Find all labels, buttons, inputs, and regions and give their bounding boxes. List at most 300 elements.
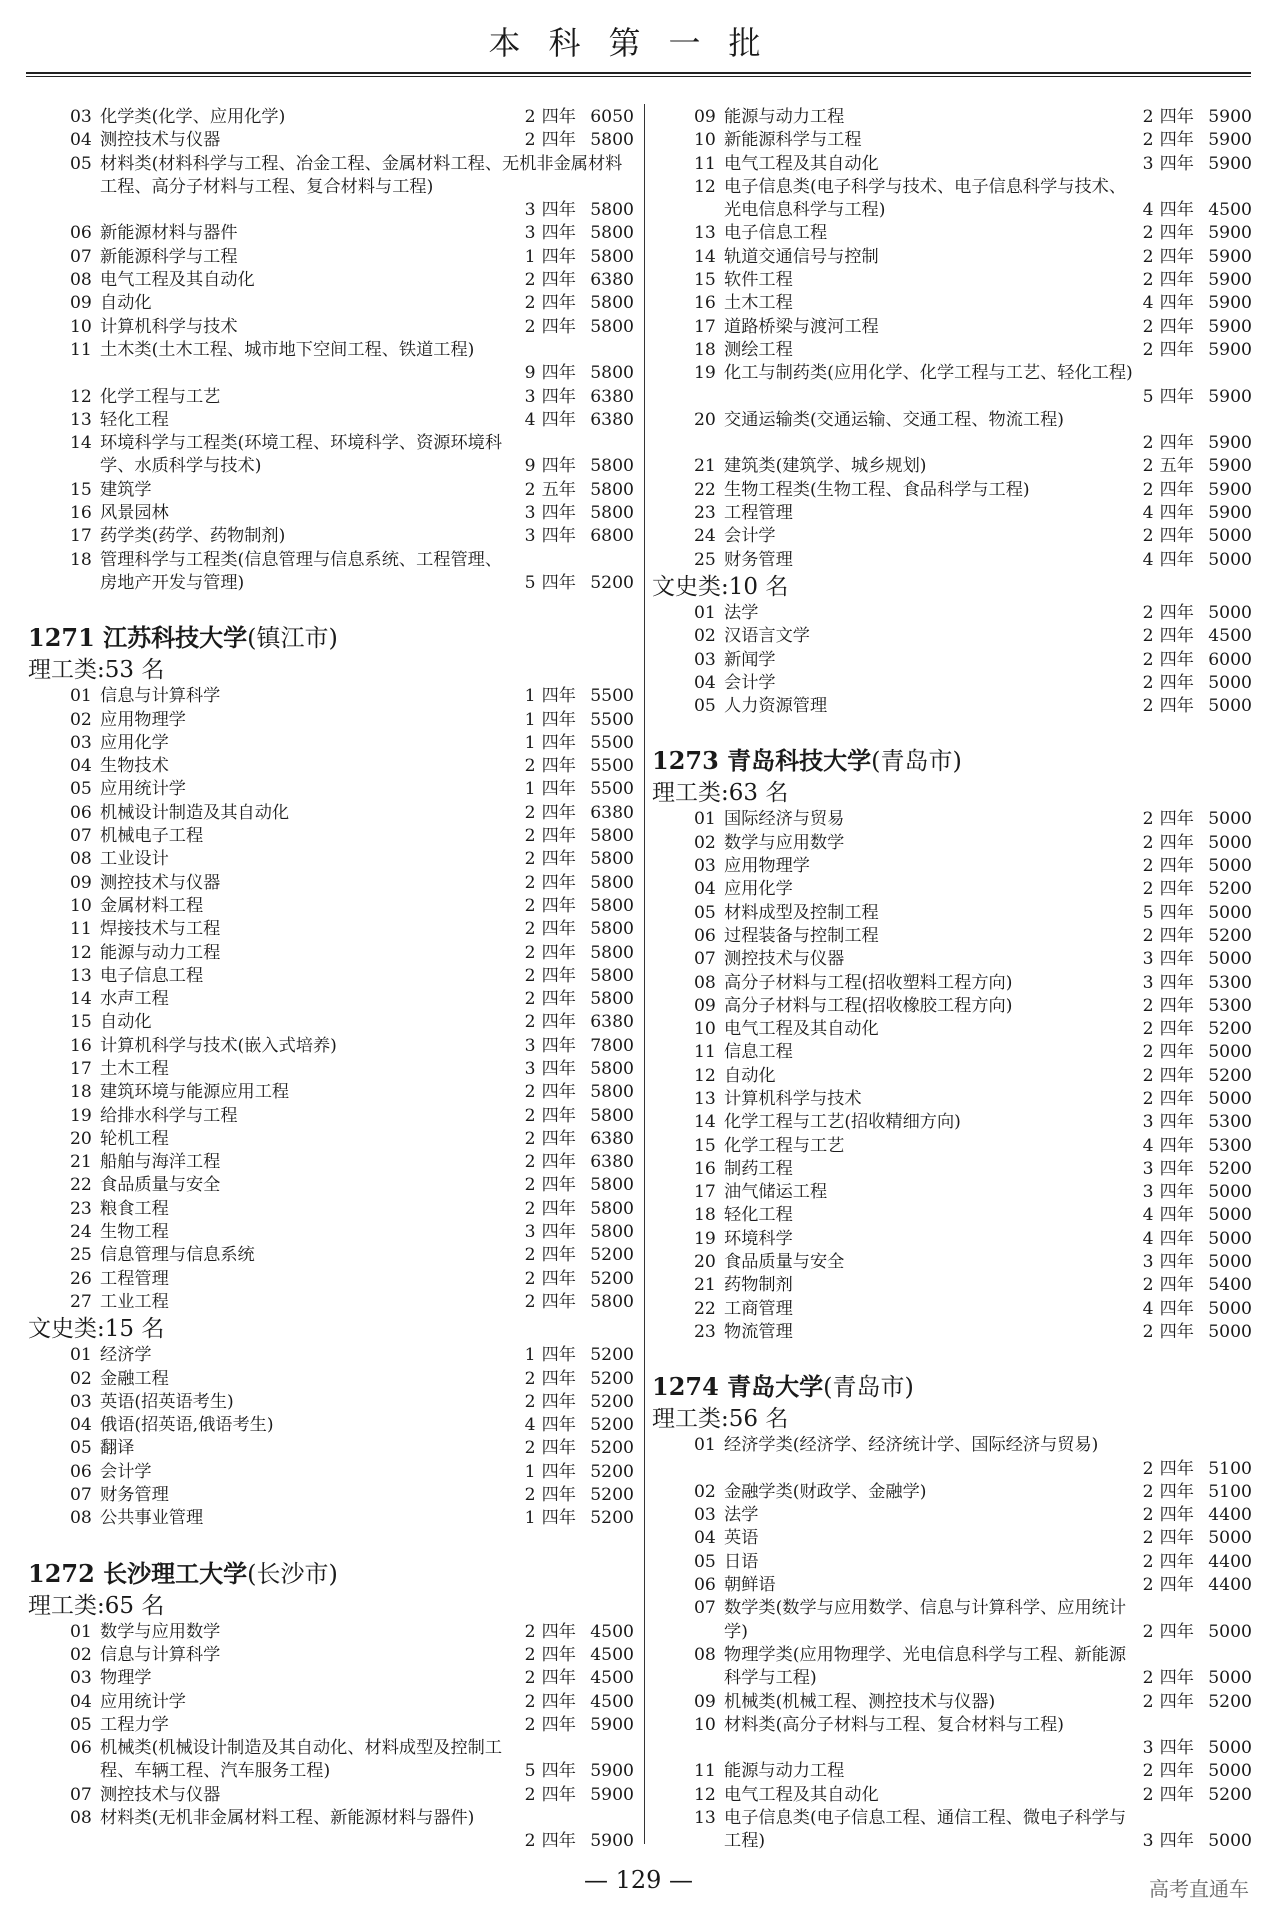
major-name: 物流管理 [724,1321,793,1342]
major-years: 四年 [541,1152,576,1173]
major-code: 12 [70,942,92,963]
major-code: 03 [694,1505,716,1526]
major-fee: 5900 [1208,479,1252,500]
major-row [652,1574,1252,1597]
major-code: 03 [70,1668,92,1689]
major-meta [1130,316,1252,339]
major-row [652,1274,1252,1297]
major-row [652,1041,1252,1064]
major-fee: 5000 [1208,1088,1252,1109]
major-name: 汉语言文学 [724,626,810,647]
major-row [652,153,1252,176]
major-fee: 5800 [590,316,634,337]
major-meta [512,1058,634,1081]
major-row [28,1011,634,1034]
category-heading: 理工类:65 名 [28,1592,165,1619]
major-row [28,1268,634,1291]
major-fee: 5800 [590,989,634,1010]
major-years: 四年 [541,316,576,337]
major-code: 20 [70,1128,92,1149]
major-row [652,455,1252,478]
major-fee: 5900 [1208,503,1252,524]
major-quota: 2 [1142,223,1154,244]
major-quota: 4 [1142,1228,1154,1249]
major-name: 自动化 [724,1065,776,1086]
major-row [28,685,634,708]
major-quota: 2 [1142,832,1154,853]
major-name: 应用化学 [724,879,793,900]
major-years: 四年 [1159,672,1194,693]
major-code: 17 [694,1182,716,1203]
major-code: 13 [70,409,92,430]
major-fee: 5000 [1208,1761,1252,1782]
major-code: 17 [70,526,92,547]
major-code: 18 [694,1205,716,1226]
major-name: 建筑类(建筑学、城乡规划) [724,456,927,477]
major-name: 会计学 [100,1461,152,1482]
major-row [652,1181,1252,1204]
school-city: (青岛市) [823,1373,914,1402]
major-quota: 3 [1142,972,1154,993]
major-years: 四年 [1159,902,1194,923]
major-name: 法学 [724,602,759,623]
major-meta [1130,1135,1252,1158]
major-row [652,625,1252,648]
major-fee: 5900 [1208,130,1252,151]
major-name: 轮机工程 [100,1128,169,1149]
major-fee: 5800 [590,965,634,986]
major-row [652,479,1252,502]
major-fee: 6050 [590,107,634,127]
major-years: 四年 [1159,1784,1194,1805]
major-name: 数学类(数学与应用数学、信息与计算科学、应用统计学) [724,1598,1127,1642]
major-years: 四年 [541,1082,576,1103]
major-quota: 2 [1142,1065,1154,1086]
major-years: 四年 [1159,832,1194,853]
major-quota: 2 [1142,672,1154,693]
major-fee: 5900 [1208,339,1252,360]
major-quota: 2 [1142,1458,1154,1479]
major-name: 新能源材料与器件 [100,223,238,244]
major-code: 10 [694,130,716,151]
major-name: 电气工程及其自动化 [724,1019,879,1040]
major-row [652,878,1252,901]
major-meta [1130,1481,1252,1504]
major-years: 四年 [541,1668,576,1689]
major-years: 四年 [541,1714,576,1735]
major-code: 18 [694,339,716,360]
major-meta [512,1268,634,1291]
major-meta [512,1667,634,1690]
major-quota: 2 [1142,1761,1154,1782]
major-fee: 5800 [590,503,634,524]
major-row [28,1035,634,1058]
major-row [652,525,1252,548]
major-name: 化学工程与工艺 [100,386,221,407]
major-quota: 5 [524,572,536,593]
major-row [652,1597,1252,1644]
major-row [652,649,1252,672]
major-row [652,409,1252,456]
major-meta [1130,222,1252,245]
major-row [652,1321,1252,1344]
major-name: 人力资源管理 [724,696,828,717]
major-row [652,316,1252,339]
major-meta [1130,1298,1252,1321]
major-name: 测绘工程 [724,339,793,360]
major-meta [1130,129,1252,152]
major-name: 能源与动力工程 [724,1761,845,1782]
major-code: 03 [70,107,92,127]
major-code: 16 [694,293,716,314]
major-meta [1130,1830,1252,1853]
major-code: 13 [70,965,92,986]
major-name: 电气工程及其自动化 [100,270,255,291]
major-row [28,1058,634,1081]
major-years: 四年 [1159,1158,1194,1179]
major-years: 四年 [541,872,576,893]
major-name: 物理学类(应用物理学、光电信息科学与工程、新能源科学与工程) [724,1644,1127,1689]
major-years: 四年 [1159,1528,1194,1549]
major-years: 四年 [1159,479,1194,500]
major-meta [1130,1458,1252,1481]
major-fee: 5200 [1208,1691,1252,1712]
major-name: 应用统计学 [100,779,186,800]
major-code: 14 [694,1112,716,1133]
major-quota: 2 [524,826,536,847]
major-years: 四年 [1159,1621,1194,1642]
major-years: 四年 [541,526,576,547]
major-quota: 4 [524,409,536,430]
major-meta [1130,153,1252,176]
major-code: 12 [70,386,92,407]
major-years: 四年 [1159,1088,1194,1109]
major-fee: 4400 [1208,1505,1252,1526]
major-fee: 5800 [590,849,634,870]
major-name: 应用化学 [100,732,169,753]
major-row [28,316,634,339]
major-code: 19 [694,363,716,384]
major-name: 国际经济与贸易 [724,809,845,830]
major-quota: 2 [524,1198,536,1219]
major-years: 四年 [1159,1252,1194,1273]
major-name: 会计学 [724,526,776,547]
major-quota: 2 [524,1082,536,1103]
major-quota: 3 [524,526,536,547]
column-divider [644,104,645,1844]
major-years: 四年 [541,1222,576,1243]
major-fee: 6380 [590,1128,634,1149]
major-quota: 1 [524,246,536,267]
major-fee: 5200 [1208,879,1252,900]
major-code: 22 [694,1298,716,1319]
major-fee: 5200 [590,1461,634,1482]
major-quota: 2 [1142,856,1154,877]
major-fee: 5200 [1208,925,1252,946]
major-quota: 2 [1142,1321,1154,1342]
major-fee: 5900 [1208,293,1252,314]
major-row [28,1807,634,1854]
major-meta [1130,1737,1252,1760]
major-meta [512,942,634,965]
major-years: 四年 [1159,293,1194,314]
major-row [652,695,1252,718]
major-meta [512,479,634,502]
major-quota: 3 [1142,1252,1154,1273]
major-meta [1130,1527,1252,1550]
major-row [652,1018,1252,1041]
major-years: 四年 [1159,270,1194,291]
major-row [652,602,1252,625]
major-meta [1130,1667,1252,1690]
school-code: 1272 [28,1558,95,1588]
major-row [28,292,634,315]
major-code: 03 [694,649,716,670]
major-meta [1130,1041,1252,1064]
major-years: 四年 [541,1784,576,1805]
major-years: 四年 [541,270,576,291]
major-fee: 5900 [1208,433,1252,454]
major-row [28,1644,634,1667]
major-years: 四年 [1159,503,1194,524]
major-name: 生物工程类(生物工程、食品科学与工程) [724,479,1030,500]
major-years: 四年 [541,572,576,593]
major-quota: 1 [524,709,536,730]
major-code: 10 [70,895,92,916]
major-code: 13 [694,1808,716,1828]
major-years: 四年 [1159,1135,1194,1156]
major-row [652,549,1252,572]
major-years: 四年 [541,363,576,384]
major-fee: 5200 [590,1508,634,1529]
major-row [28,1128,634,1151]
major-meta [512,292,634,315]
major-name: 轻化工程 [100,409,169,430]
major-row [28,965,634,988]
major-row [652,1551,1252,1574]
major-years: 四年 [541,1291,576,1312]
major-code: 04 [694,672,716,693]
major-years: 四年 [541,779,576,800]
major-meta [512,362,634,385]
major-meta [512,1174,634,1197]
major-meta [512,1461,634,1484]
major-fee: 5200 [590,1438,634,1459]
major-name: 新闻学 [724,649,776,670]
major-fee: 5900 [1208,270,1252,291]
major-quota: 2 [524,316,536,337]
major-fee: 5200 [1208,1065,1252,1086]
major-fee: 5800 [590,1175,634,1196]
major-row [28,1151,634,1174]
major-quota: 2 [524,1012,536,1033]
major-code: 04 [694,1528,716,1549]
major-quota: 2 [1142,1528,1154,1549]
major-meta [512,848,634,871]
major-meta [512,1244,634,1267]
major-meta [1130,455,1252,478]
major-quota: 3 [1142,1831,1154,1852]
major-years: 四年 [541,1058,576,1079]
major-code: 27 [70,1291,92,1312]
major-name: 高分子材料与工程(招收塑料工程方向) [724,972,1013,993]
major-fee: 5300 [1208,1112,1252,1133]
major-meta [512,1011,634,1034]
major-quota: 4 [1142,200,1154,221]
major-row [28,1368,634,1391]
right-column [652,106,1252,1854]
major-code: 20 [694,409,716,430]
major-name: 建筑学 [100,479,152,500]
major-quota: 9 [524,456,536,477]
school-code: 1273 [652,746,719,776]
school-heading [28,1557,634,1591]
major-quota: 2 [1142,1275,1154,1296]
major-fee: 5000 [1208,1621,1252,1642]
major-years: 四年 [541,1831,576,1852]
major-code: 08 [70,1808,92,1828]
major-years: 四年 [1159,153,1194,174]
major-years: 四年 [1159,1228,1194,1249]
school-code: 1274 [652,1372,719,1402]
major-meta [512,1414,634,1437]
school-name: 青岛科技大学 [727,746,872,776]
major-fee: 5000 [1208,549,1252,570]
major-meta [512,1621,634,1644]
major-row [652,269,1252,292]
major-name: 轻化工程 [724,1205,793,1226]
major-fee: 5900 [1208,386,1252,407]
major-quota: 2 [1142,1621,1154,1642]
major-fee: 5800 [590,1105,634,1126]
major-name: 生物技术 [100,756,169,777]
major-row [28,1667,634,1690]
major-row [28,525,634,548]
major-code: 14 [70,433,92,454]
major-code: 13 [694,1088,716,1109]
major-row [28,1714,634,1737]
major-name: 法学 [724,1505,759,1526]
major-meta [1130,855,1252,878]
major-fee: 5900 [590,1761,634,1782]
major-name: 电子信息工程 [100,965,204,986]
major-code: 02 [70,1368,92,1389]
major-fee: 5400 [1208,1275,1252,1296]
major-quota: 2 [1142,1088,1154,1109]
major-row [28,1244,634,1267]
major-code: 01 [694,1435,716,1456]
major-quota: 2 [524,1714,536,1735]
major-code: 07 [70,1784,92,1805]
major-years: 四年 [541,130,576,151]
major-name: 财务管理 [724,549,793,570]
major-name: 物理学 [100,1668,152,1689]
major-name: 应用物理学 [100,709,186,730]
major-code: 10 [70,316,92,337]
major-years: 四年 [541,895,576,916]
major-code: 12 [694,176,716,197]
major-code: 05 [70,1714,92,1735]
major-years: 四年 [541,709,576,730]
major-name: 工商管理 [724,1298,793,1319]
major-quota: 2 [524,1152,536,1173]
major-row [652,1228,1252,1251]
major-fee: 5200 [590,1485,634,1506]
major-code: 15 [70,479,92,500]
school-city: (镇江市) [247,624,338,653]
left-column [28,106,634,1854]
major-row [28,732,634,755]
major-code: 05 [70,1438,92,1459]
major-code: 14 [70,989,92,1010]
major-fee: 5200 [590,1368,634,1389]
major-quota: 2 [524,1784,536,1805]
major-years: 四年 [541,1268,576,1289]
major-name: 电子信息类(电子信息工程、通信工程、微电子科学与工程) [724,1808,1127,1852]
major-meta [1130,1181,1252,1204]
major-years: 四年 [1159,1458,1194,1479]
major-years: 四年 [1159,1321,1194,1342]
major-meta [1130,432,1252,455]
major-fee: 5000 [1208,1528,1252,1549]
major-fee: 6380 [590,802,634,823]
major-years: 四年 [541,1035,576,1056]
major-fee: 4500 [590,1621,634,1642]
major-name: 机械类(机械设计制造及其自动化、材料成型及控制工程、车辆工程、汽车服务工程) [100,1738,503,1782]
major-fee: 4400 [1208,1551,1252,1572]
major-years: 四年 [541,802,576,823]
major-meta [1130,1204,1252,1227]
major-row [28,755,634,778]
major-row [28,1291,634,1314]
major-fee: 5000 [1208,1298,1252,1319]
major-row [652,832,1252,855]
major-meta [512,269,634,292]
major-quota: 4 [1142,1298,1154,1319]
major-fee: 5200 [590,1415,634,1436]
major-quota: 3 [1142,1112,1154,1133]
major-years: 四年 [1159,696,1194,717]
major-row [28,1461,634,1484]
major-fee: 5800 [590,826,634,847]
major-name: 测控技术与仪器 [724,949,845,970]
major-name: 材料成型及控制工程 [724,902,879,923]
major-meta [1130,672,1252,695]
major-quota: 3 [524,1058,536,1079]
major-meta [512,1035,634,1058]
major-name: 工程管理 [100,1268,169,1289]
major-quota: 2 [1142,626,1154,647]
major-years: 四年 [1159,246,1194,267]
major-fee: 4500 [1208,626,1252,647]
major-years: 四年 [1159,649,1194,670]
major-quota: 3 [1142,949,1154,970]
major-meta [1130,695,1252,718]
major-quota: 2 [524,130,536,151]
major-row [652,362,1252,409]
major-meta [1130,1088,1252,1111]
major-name: 软件工程 [724,270,793,291]
major-fee: 5200 [590,1345,634,1366]
major-name: 应用物理学 [724,856,810,877]
major-years: 四年 [541,1761,576,1782]
major-years: 四年 [1159,1042,1194,1063]
major-years: 四年 [541,942,576,963]
major-code: 01 [694,809,716,830]
major-row [28,895,634,918]
major-years: 四年 [541,1128,576,1149]
major-meta [1130,479,1252,502]
